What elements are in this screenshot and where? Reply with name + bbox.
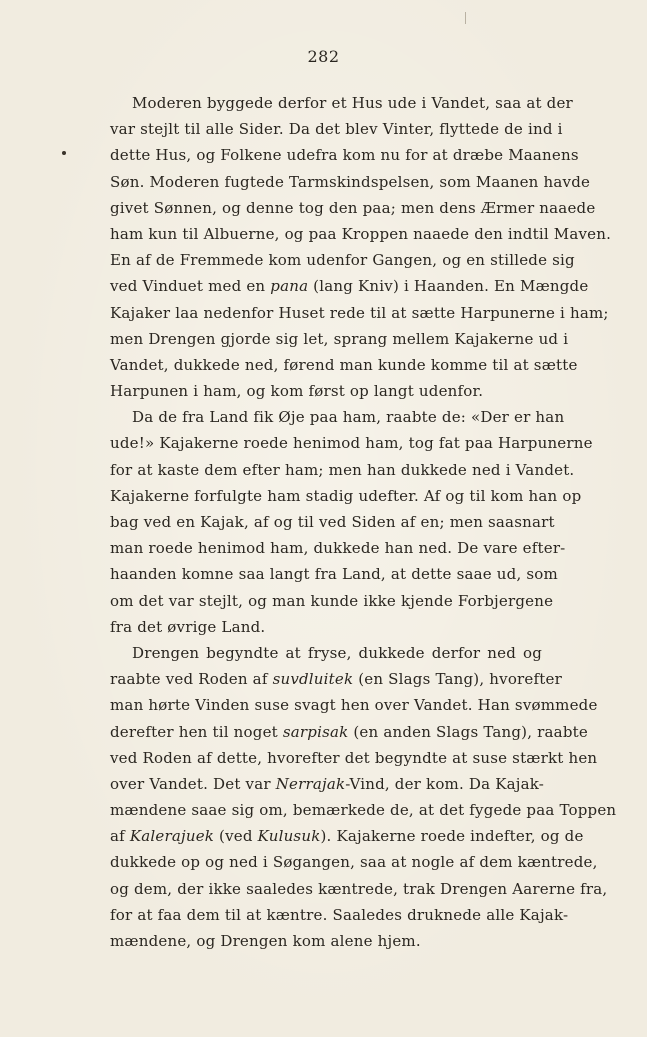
- text-segment: (lang Kniv) i Haanden. En Mængde: [308, 277, 589, 296]
- text-segment: (en anden Slags Tang), raabte: [348, 722, 588, 741]
- text-line: [110, 849, 598, 875]
- text-line: [110, 640, 542, 666]
- text-segment: man hørte Vinden suse svagt hen over Vandet. Han svømmede: [110, 696, 598, 715]
- text-segment: om det var stejlt, og man kunde ikke kjende Forbjergene: [110, 591, 554, 610]
- text-segment: Moderen byggede derfor et Hus ude i Vandet, saa at der: [132, 94, 573, 112]
- italic-term: Nerrajak: [275, 774, 346, 793]
- text-line: [110, 273, 589, 299]
- text-line: [110, 928, 542, 954]
- text-line: [110, 457, 575, 483]
- text-line: [110, 535, 566, 561]
- text-line: [110, 823, 584, 849]
- text-line: [110, 876, 608, 902]
- text-segment: dukkede op og ned i Søgangen, saa at nogle af dem kæntrede,: [110, 853, 598, 872]
- text-segment: dette Hus, og Folkene udefra kom nu for at dræbe Maanens: [110, 146, 579, 165]
- text-line: [110, 430, 593, 456]
- text-segment: (ved: [214, 827, 258, 846]
- text-segment: for at kaste dem efter ham; men han dukkede ned i Vandet.: [110, 460, 575, 479]
- paragraph: [110, 90, 612, 404]
- paragraph: [110, 640, 617, 954]
- text-line: [110, 771, 545, 797]
- text-line: [110, 588, 554, 614]
- italic-term: sarpisak: [282, 722, 349, 741]
- text-segment: ved Roden af dette, hvorefter det begyndte at suse stærkt hen: [110, 748, 598, 767]
- text-segment: (en Slags Tang), hvorefter: [353, 670, 562, 689]
- text-line: [110, 692, 598, 718]
- text-segment: ude!» Kajakerne roede henimod ham, tog fat paa Harpunerne: [110, 434, 593, 453]
- text-line: [110, 902, 569, 928]
- text-line: [110, 745, 598, 771]
- text-segment: Kajakerne forfulgte ham stadig udefter. Af og til kom han op: [110, 486, 582, 505]
- text-segment: En af de Fremmede kom udenfor Gangen, og en stillede sig: [110, 251, 575, 270]
- paragraph: [110, 404, 593, 640]
- text-segment: fra det øvrige Land.: [110, 617, 266, 636]
- body-text: [110, 90, 617, 954]
- text-segment: over Vandet. Det var: [110, 774, 276, 793]
- text-line: [110, 614, 542, 640]
- text-segment: ). Kajakerne roede indefter, og de: [320, 827, 584, 846]
- text-segment: man roede henimod ham, dukkede han ned. De vare efter-: [110, 539, 566, 558]
- text-segment: givet Sønnen, og denne tog den paa; men dens Ærmer naaede: [110, 198, 596, 217]
- text-segment: for at faa dem til at kæntre. Saaledes druknede alle Kajak-: [110, 905, 569, 924]
- text-segment: Søn. Moderen fugtede Tarmskindspelsen, som Maanen havde: [110, 172, 591, 191]
- italic-term: pana: [270, 277, 309, 296]
- text-line: [110, 483, 582, 509]
- text-line: [110, 326, 569, 352]
- italic-term: Kulusuk: [257, 827, 321, 846]
- text-segment: derefter hen til noget: [110, 722, 283, 741]
- text-segment: og dem, der ikke saaledes kæntrede, trak Drengen Aarerne fra,: [110, 879, 608, 898]
- text-line: [110, 247, 575, 273]
- text-line: [110, 509, 555, 535]
- text-line: [110, 352, 578, 378]
- text-line: [110, 195, 596, 221]
- text-line: [110, 797, 617, 823]
- text-segment: bag ved en Kajak, af og til ved Siden af en; men saasnart: [110, 513, 555, 531]
- scan-mark: [465, 12, 466, 24]
- margin-dot: [62, 151, 66, 155]
- text-segment: ham kun til Albuerne, og paa Kroppen naaede den indtil Maven.: [110, 224, 612, 243]
- text-line: [110, 116, 563, 142]
- text-segment: mændene saae sig om, bemærkede de, at det fygede paa Toppen: [110, 801, 617, 820]
- text-segment: mændene, og Drengen kom alene hjem.: [110, 932, 421, 950]
- text-line: [110, 666, 562, 692]
- text-segment: ved Vinduet med en: [110, 277, 271, 296]
- text-segment: var stejlt til alle Sider. Da det blev Vinter, flyttede de ind i: [110, 120, 563, 139]
- text-line: [110, 221, 612, 247]
- text-line: [110, 142, 579, 168]
- text-line: [110, 561, 558, 587]
- text-line: [110, 404, 565, 430]
- text-line: [110, 719, 588, 745]
- text-line: [110, 169, 591, 195]
- text-segment: Harpunen i ham, og kom først op langt udenfor.: [110, 382, 484, 401]
- text-line: [110, 378, 542, 404]
- text-segment: -Vind, der kom. Da Kajak-: [345, 774, 545, 793]
- text-segment: Kajaker laa nedenfor Huset rede til at sætte Harpunerne i ham;: [110, 303, 609, 322]
- text-segment: haanden komne saa langt fra Land, at dette saae ud, som: [110, 565, 558, 584]
- italic-term: Kalerajuek: [129, 827, 215, 846]
- text-segment: Vandet, dukkede ned, førend man kunde komme til at sætte: [110, 355, 578, 374]
- text-segment: raabte ved Roden af: [110, 670, 273, 689]
- text-segment: Da de fra Land fik Øje paa ham, raabte de: «Der er han: [132, 408, 565, 427]
- text-segment: men Drengen gjorde sig let, sprang mellem Kajakerne ud i: [110, 329, 569, 348]
- italic-term: suvdluitek: [272, 670, 354, 689]
- page-number: 282: [307, 47, 340, 66]
- text-line: [110, 90, 573, 116]
- text-line: [110, 300, 609, 326]
- text-segment: af: [110, 827, 130, 846]
- text-segment: Drengen begyndte at fryse, dukkede derfor ned og: [132, 643, 542, 662]
